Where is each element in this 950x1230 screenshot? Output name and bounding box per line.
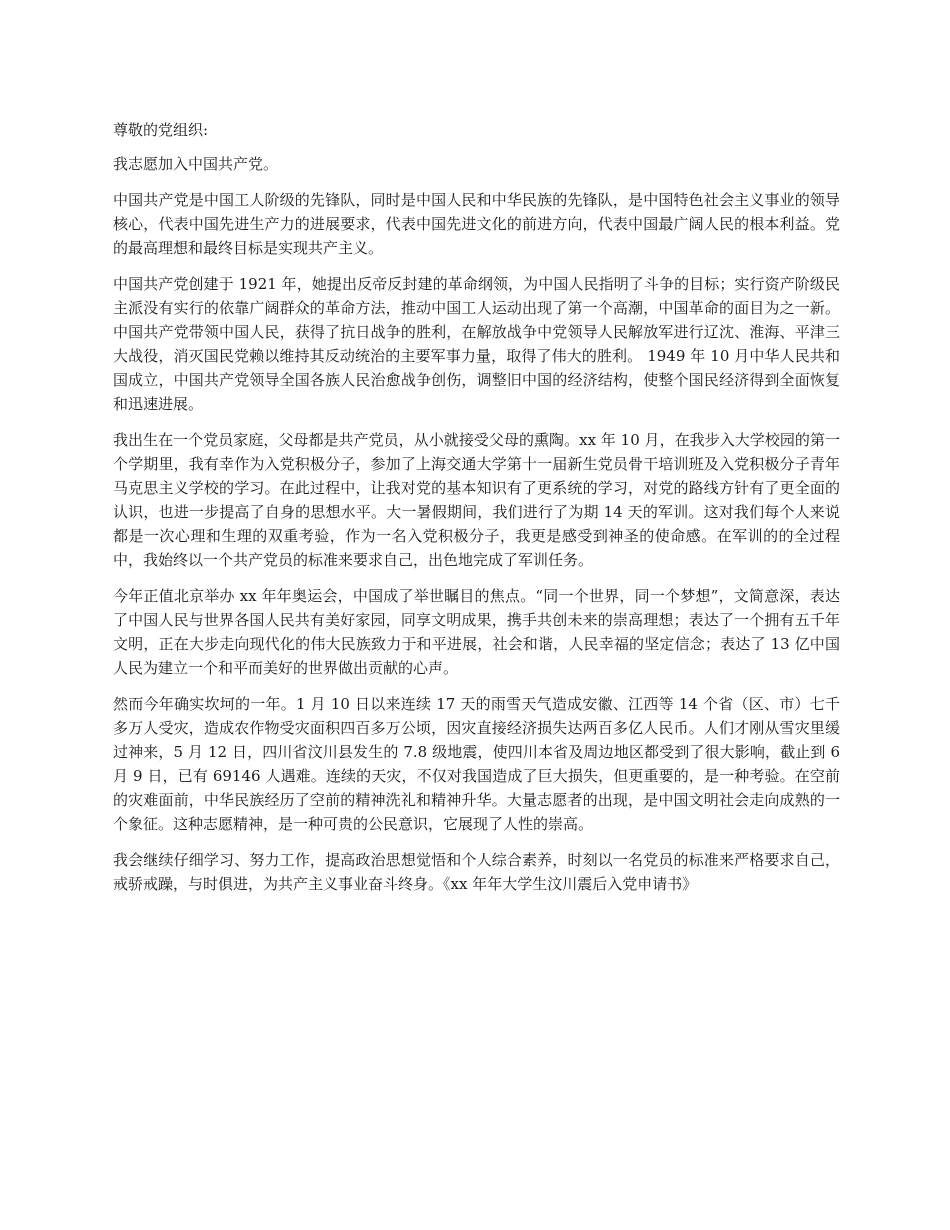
paragraph-disasters: 然而今年确实坎坷的一年。1 月 10 日以来连续 17 天的雨雪天气造成安徽、江西等 14 个省（区、市）七千多万人受灾，造成农作物受灾面积四百多万公顷，因灾直接经济损失达两百多亿人民币。人们才刚从雪灾里缓过神来，5 月 12 日，四川省汶川县发生的 7.8 级地震，使四川本省及周边地区都受到了很大影响，截止到 6 月 9 日，已有 69146 人遇难。连续的天灾，不仅对我国造成了巨大损失，但更重要的，是一种考验。在空前的灾难面前，中华民族经历了空前的精神洗礼和精神升华。大量志愿者的出现，是中国文明社会走向成熟的一个象征。这种志愿精神，是一种可贵的公民意识，它展现了人性的崇高。: [113, 695, 840, 833]
paragraph-olympics: 今年正值北京举办 xx 年年奥运会，中国成了举世瞩目的焦点。“同一个世界，同一个梦想”，文简意深，表达了中国人民与世界各国人民共有美好家园，同享文明成果，携手共创未来的崇高理想；表达了一个拥有五千年文明，正在大步走向现代化的伟大民族致力于和平进展，社会和谐，人民幸福的坚定信念；表达了 13 亿中国人民为建立一个和平而美好的世界做出贡献的心声。: [113, 587, 840, 677]
document-page: [113, 118, 840, 908]
paragraph-personal-background: 我出生在一个党员家庭，父母都是共产党员，从小就接受父母的熏陶。xx 年 10 月，在我步入大学校园的第一个学期里，我有幸作为入党积极分子，参加了上海交通大学第十一届新生党员骨干培训班及入党积极分子青年马克思主义学校的学习。在此过程中，让我对党的基本知识有了更系统的学习，对党的路线方针有了更全面的认识，也进一步提高了自身的思想水平。大一暑假期间，我们进行了为期 14 天的军训。这对我们每个人来说都是一次心理和生理的双重考验，作为一名入党积极分子，我更是感受到神圣的使命感。在军训的的全过程中，我始终以一个共产党员的标准来要求自己，出色地完成了军训任务。: [113, 431, 840, 569]
paragraph-party-nature: 中国共产党是中国工人阶级的先锋队，同时是中国人民和中华民族的先锋队，是中国特色社会主义事业的领导核心，代表中国先进生产力的进展要求，代表中国先进文化的前进方向，代表中国最广阔人民的根本利益。党的最高理想和最终目标是实现共产主义。: [113, 191, 840, 257]
paragraph-party-history: 中国共产党创建于 1921 年，她提出反帝反封建的革命纲领，为中国人民指明了斗争的目标；实行资产阶级民主派没有实行的依靠广阔群众的革命方法，推动中国工人运动出现了第一个高潮，中国革命的面目为之一新。中国共产党带领中国人民，获得了抗日战争的胜利，在解放战争中党领导人民解放军进行辽沈、淮海、平津三大战役，消灭国民党赖以维持其反动统治的主要军事力量，取得了伟大的胜利。 1949 年 10 月中华人民共和国成立，中国共产党领导全国各族人民治愈战争创伤，调整旧中国的经济结构，使整个国民经济得到全面恢复和迅速进展。: [113, 275, 840, 413]
salutation: 尊敬的党组织:: [113, 121, 209, 139]
paragraph-intent: 我志愿加入中国共产党。: [113, 155, 279, 173]
paragraph-closing: 我会继续仔细学习、努力工作，提高政治思想觉悟和个人综合素养，时刻以一名党员的标准来严格要求自己，戒骄戒躁，与时俱进，为共产主义事业奋斗终身。《xx 年年大学生汶川震后入党申请书》: [113, 851, 840, 893]
